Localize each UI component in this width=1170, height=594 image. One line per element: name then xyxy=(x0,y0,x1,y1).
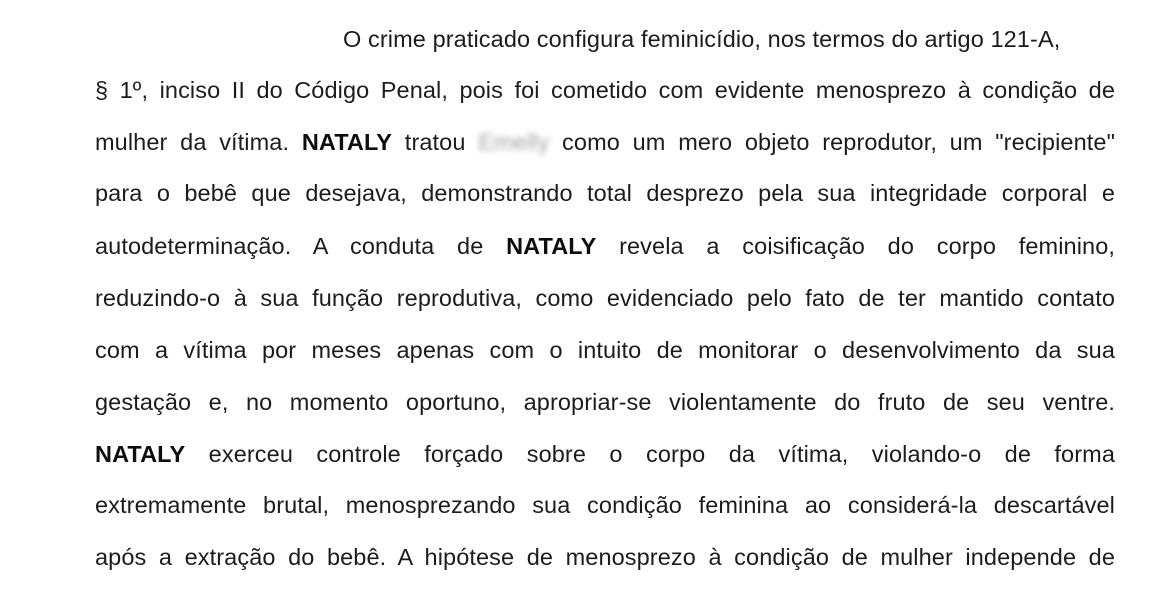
paragraph-line-2: § 1º, inciso II do Código Penal, pois foi cometido com evidente menosprezo à condição de xyxy=(95,77,1115,103)
paragraph-line-6: reduzindo-o à sua função reprodutiva, como evidenciado pelo fato de ter mantido contato xyxy=(95,285,1115,311)
paragraph-line-9 xyxy=(95,437,1115,471)
paragraph-line-3 xyxy=(95,125,1115,159)
defendant-name: NATALY xyxy=(95,441,186,467)
paragraph-line-5 xyxy=(95,229,1115,263)
text-segment: mulher da vítima. xyxy=(95,129,302,155)
paragraph-line-7: com a vítima por meses apenas com o intuito de monitorar o desenvolvimento da sua xyxy=(95,337,1115,363)
paragraph-line-1: O crime praticado configura feminicídio, nos termos do artigo 121-A, xyxy=(343,26,1061,52)
text-segment: revela a coisificação do corpo feminino, xyxy=(596,233,1115,259)
defendant-name: NATALY xyxy=(301,129,393,155)
text-segment: como um mero objeto reprodutor, um "recipiente" xyxy=(549,129,1116,155)
text-segment: tratou xyxy=(392,129,479,155)
redacted-victim-name: Emelly xyxy=(478,129,550,155)
paragraph-line-8: gestação e, no momento oportuno, apropriar-se violentamente do fruto de seu ventre. xyxy=(95,389,1115,415)
paragraph-line-4: para o bebê que desejava, demonstrando total desprezo pela sua integridade corporal e xyxy=(95,180,1115,206)
defendant-name: NATALY xyxy=(506,233,597,259)
paragraph-line-11: após a extração do bebê. A hipótese de menosprezo à condição de mulher independe de xyxy=(95,544,1115,570)
text-segment: exerceu controle forçado sobre o corpo da vítima, violando-o de forma xyxy=(185,441,1115,467)
text-segment: autodeterminação. A conduta de xyxy=(95,233,507,259)
paragraph-line-10: extremamente brutal, menosprezando sua condição feminina ao considerá-la descartável xyxy=(95,492,1115,518)
